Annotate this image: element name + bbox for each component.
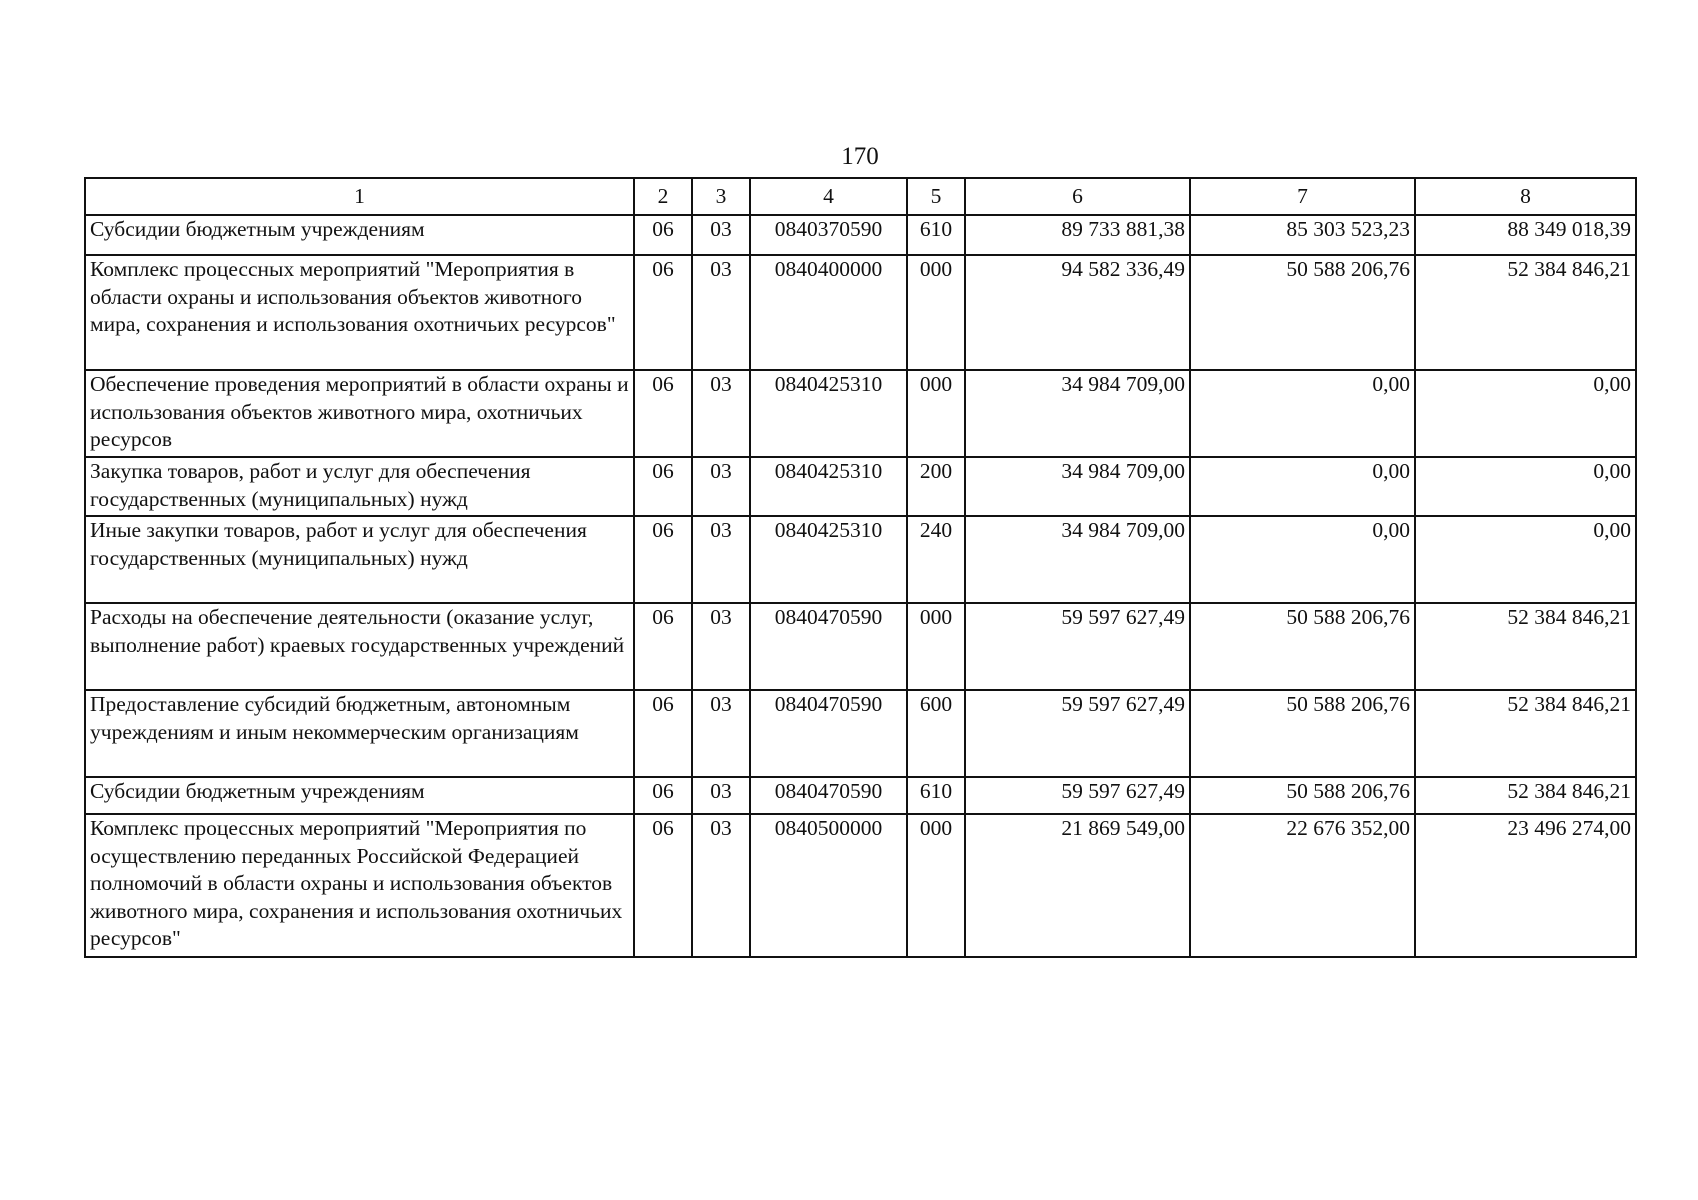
subsection-code: 03: [692, 777, 750, 814]
section-code: 06: [634, 457, 692, 516]
subsection-code: 03: [692, 516, 750, 603]
subsection-code: 03: [692, 255, 750, 370]
column-header: 7: [1190, 178, 1415, 215]
column-header: 1: [85, 178, 634, 215]
row-description: Субсидии бюджетным учреждениям: [85, 777, 634, 814]
expense-type-code: 000: [907, 255, 965, 370]
expense-type-code: 000: [907, 603, 965, 690]
table-row: [85, 777, 1636, 814]
subsection-code: 03: [692, 690, 750, 777]
table-row: [85, 603, 1636, 690]
expense-type-code: 610: [907, 215, 965, 255]
table-row: [85, 255, 1636, 370]
amount-col6: 94 582 336,49: [965, 255, 1190, 370]
target-article-code: 0840370590: [750, 215, 907, 255]
amount-col6: 34 984 709,00: [965, 370, 1190, 457]
column-header: 4: [750, 178, 907, 215]
expense-type-code: 000: [907, 814, 965, 957]
target-article-code: 0840400000: [750, 255, 907, 370]
column-header: 3: [692, 178, 750, 215]
amount-col7: 50 588 206,76: [1190, 777, 1415, 814]
expense-type-code: 240: [907, 516, 965, 603]
amount-col8: 0,00: [1415, 370, 1636, 457]
amount-col8: 52 384 846,21: [1415, 603, 1636, 690]
amount-col6: 59 597 627,49: [965, 690, 1190, 777]
table-row: [85, 516, 1636, 603]
target-article-code: 0840500000: [750, 814, 907, 957]
subsection-code: 03: [692, 457, 750, 516]
expense-type-code: 610: [907, 777, 965, 814]
amount-col7: 85 303 523,23: [1190, 215, 1415, 255]
page-number: 170: [841, 143, 879, 170]
amount-col8: 0,00: [1415, 457, 1636, 516]
row-description: Комплекс процессных мероприятий "Мероприятия в области охраны и использования объектов животного мира, сохранения и использования охотничьих ресурсов": [85, 255, 634, 370]
section-code: 06: [634, 370, 692, 457]
header-row: [85, 178, 1636, 215]
section-code: 06: [634, 690, 692, 777]
target-article-code: 0840425310: [750, 370, 907, 457]
section-code: 06: [634, 603, 692, 690]
row-description: Субсидии бюджетным учреждениям: [85, 215, 634, 255]
amount-col6: 34 984 709,00: [965, 457, 1190, 516]
section-code: 06: [634, 215, 692, 255]
subsection-code: 03: [692, 814, 750, 957]
section-code: 06: [634, 255, 692, 370]
subsection-code: 03: [692, 370, 750, 457]
table-row: [85, 690, 1636, 777]
amount-col7: 0,00: [1190, 457, 1415, 516]
amount-col8: 88 349 018,39: [1415, 215, 1636, 255]
row-description: Расходы на обеспечение деятельности (оказание услуг, выполнение работ) краевых государственных учреждений: [85, 603, 634, 690]
amount-col7: 0,00: [1190, 370, 1415, 457]
target-article-code: 0840470590: [750, 690, 907, 777]
subsection-code: 03: [692, 603, 750, 690]
subsection-code: 03: [692, 215, 750, 255]
amount-col6: 59 597 627,49: [965, 603, 1190, 690]
row-description: Обеспечение проведения мероприятий в области охраны и использования объектов животного мира, охотничьих ресурсов: [85, 370, 634, 457]
budget-table: [84, 177, 1637, 958]
table-row: [85, 215, 1636, 255]
row-description: Закупка товаров, работ и услуг для обеспечения государственных (муниципальных) нужд: [85, 457, 634, 516]
section-code: 06: [634, 814, 692, 957]
expense-type-code: 600: [907, 690, 965, 777]
amount-col6: 21 869 549,00: [965, 814, 1190, 957]
target-article-code: 0840470590: [750, 777, 907, 814]
amount-col8: 23 496 274,00: [1415, 814, 1636, 957]
table-row: [85, 370, 1636, 457]
amount-col6: 89 733 881,38: [965, 215, 1190, 255]
row-description: Предоставление субсидий бюджетным, автономным учреждениям и иным некоммерческим организациям: [85, 690, 634, 777]
column-header: 8: [1415, 178, 1636, 215]
amount-col7: 50 588 206,76: [1190, 690, 1415, 777]
table-row: [85, 814, 1636, 957]
amount-col8: 52 384 846,21: [1415, 777, 1636, 814]
amount-col7: 50 588 206,76: [1190, 603, 1415, 690]
row-description: Иные закупки товаров, работ и услуг для обеспечения государственных (муниципальных) нужд: [85, 516, 634, 603]
table-row: [85, 457, 1636, 516]
column-header: 2: [634, 178, 692, 215]
column-header: 5: [907, 178, 965, 215]
section-code: 06: [634, 516, 692, 603]
target-article-code: 0840425310: [750, 516, 907, 603]
target-article-code: 0840470590: [750, 603, 907, 690]
row-description: Комплекс процессных мероприятий "Мероприятия по осуществлению переданных Российской Федерацией полномочий в области охраны и использования объектов животного мира, сохранения и использования охотничьих ресурсов": [85, 814, 634, 957]
target-article-code: 0840425310: [750, 457, 907, 516]
section-code: 06: [634, 777, 692, 814]
amount-col7: 22 676 352,00: [1190, 814, 1415, 957]
amount-col6: 34 984 709,00: [965, 516, 1190, 603]
expense-type-code: 200: [907, 457, 965, 516]
amount-col8: 52 384 846,21: [1415, 690, 1636, 777]
amount-col7: 0,00: [1190, 516, 1415, 603]
amount-col6: 59 597 627,49: [965, 777, 1190, 814]
amount-col7: 50 588 206,76: [1190, 255, 1415, 370]
column-header: 6: [965, 178, 1190, 215]
amount-col8: 52 384 846,21: [1415, 255, 1636, 370]
expense-type-code: 000: [907, 370, 965, 457]
amount-col8: 0,00: [1415, 516, 1636, 603]
